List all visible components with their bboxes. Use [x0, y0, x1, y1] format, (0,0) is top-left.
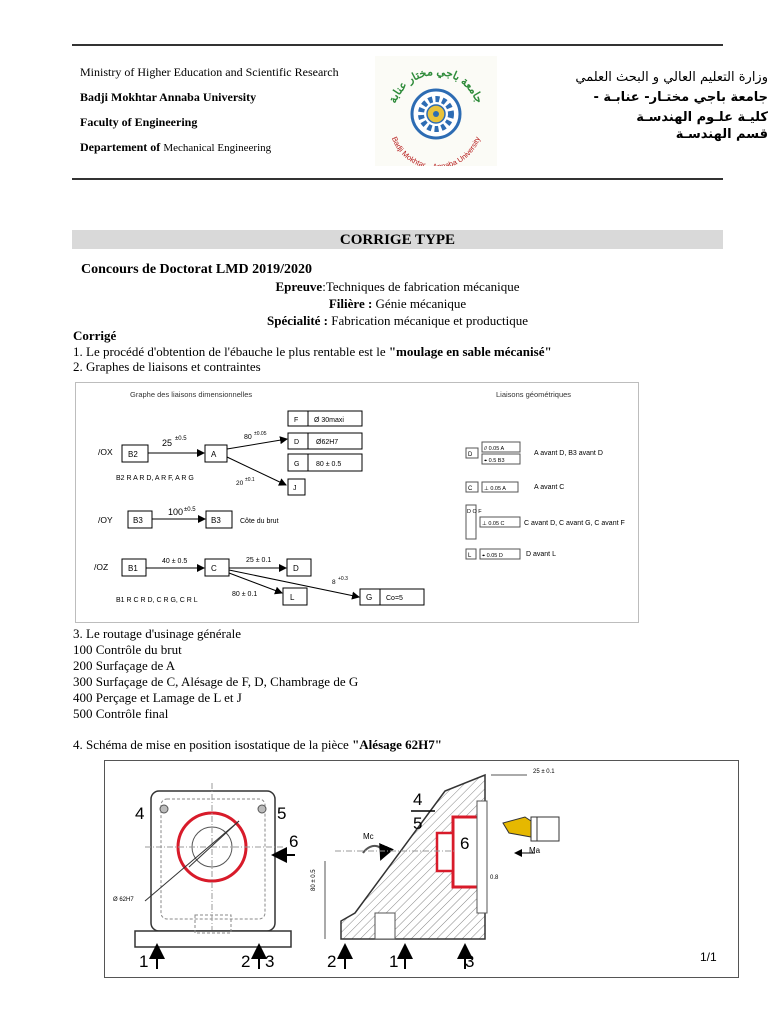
- arabic-department: قسم الهندسـة: [675, 127, 768, 142]
- department-prefix: Departement of: [80, 140, 161, 154]
- dim-side: 80 ± 0.5: [311, 869, 317, 891]
- ox-box-f-text: Ø 30maxi: [314, 417, 344, 424]
- ox-dim-a-j: 20: [236, 480, 244, 487]
- ox-edge-a-d: [227, 439, 287, 449]
- oy-note: Côte du brut: [240, 518, 279, 525]
- geo-2-text: A avant C: [534, 484, 565, 491]
- oz-dim-c-g-tol: +0.3: [338, 576, 348, 582]
- oz-node-b1-label: B1: [128, 564, 138, 573]
- specialite-value: Fabrication mécanique et productique: [328, 313, 528, 328]
- ox-node-a-label: A: [211, 450, 217, 459]
- label-left-4: 4: [135, 804, 145, 823]
- oz-node-c-label: C: [211, 564, 217, 573]
- faculty-text: Faculty of Engineering: [80, 115, 198, 129]
- geo-3-text: C avant D, C avant G, C avant F: [524, 520, 625, 527]
- fig1-title-left: Graphe des liaisons dimensionnelles: [130, 390, 253, 399]
- routage-item-100: 100 Contrôle du brut: [73, 642, 182, 657]
- bore-dimension: Ø 62H7: [113, 897, 134, 903]
- arabic-ministry: وزارة التعليم العالي و البحث العلمي: [575, 70, 768, 85]
- filiere-label: Filière :: [328, 296, 373, 311]
- oz-node-c: [205, 559, 229, 576]
- header-bottom-rule: [72, 178, 723, 180]
- epreuve-line: [72, 279, 723, 295]
- geo-1-frame-2: ⌖ 0.5 B3: [484, 458, 505, 464]
- ox-chain-text: B2 R A R D, A R F, A R G: [116, 475, 194, 482]
- right-view: [311, 769, 555, 939]
- filiere-value: Génie mécanique: [372, 296, 467, 311]
- department-line: [80, 135, 339, 161]
- geo-1-text: A avant D, B3 avant D: [534, 450, 603, 457]
- geo-4-frame: ⌖ 0.05 D: [482, 553, 503, 559]
- header-right: [518, 68, 768, 142]
- oz-dim-c-l: 80 ± 0.1: [232, 591, 258, 598]
- specialite-line: [72, 313, 723, 329]
- filiere-line: [72, 296, 723, 312]
- oz-node-d-label: D: [293, 564, 299, 573]
- q4-line: [73, 737, 442, 753]
- oz-dim-c-g: 8: [332, 579, 336, 586]
- ox-box-g-text: 80 ± 0.5: [316, 461, 342, 468]
- epreuve-value: :Techniques de fabrication mécanique: [322, 279, 520, 294]
- isostatic-figure: [104, 760, 739, 978]
- geo-3-datum: D O F: [467, 509, 482, 515]
- ox-node-g-label: G: [294, 461, 300, 468]
- logo-latin-text: Badji Mokhtar – naba University: [389, 135, 483, 166]
- ox-dim-a-d-tol: ±0.05: [254, 431, 267, 437]
- routage-item-200: 200 Surfaçage de A: [73, 658, 176, 673]
- ministry-text: Ministry of Higher Education and Scientific Research: [80, 65, 339, 79]
- label-bottom-2b: 2: [327, 952, 337, 971]
- geo-2-datum: C: [468, 486, 473, 492]
- oz-dim-b1-c: 40 ± 0.5: [162, 558, 188, 565]
- ox-node-j: [288, 479, 305, 495]
- q1-text: 1. Le procédé d'obtention de l'ébauche le plus rentable est le: [73, 344, 389, 359]
- oz-node-l: [283, 588, 307, 605]
- ox-node-b2-label: B2: [128, 450, 138, 459]
- oz-chain-text: B1 R C R D, C R G, C R L: [116, 597, 198, 604]
- routage-item-400: 400 Perçage et Lamage de L et J: [73, 690, 242, 705]
- liaisons-figure: [75, 382, 639, 623]
- geo-2-frame: ⊥ 0.05 A: [484, 486, 506, 492]
- dim-top: 25 ± 0.1: [533, 769, 555, 775]
- header-top-rule: [72, 44, 723, 46]
- ox-node-d-label: D: [294, 439, 300, 446]
- oy-dim-tol: ±0.5: [184, 507, 196, 513]
- oz-node-g-label: G: [366, 593, 373, 602]
- label-left-5: 5: [277, 804, 287, 823]
- q3-text: 3. Le routage d'usinage générale: [73, 626, 242, 641]
- epreuve-label: Epreuve: [275, 279, 323, 294]
- q1-line: [73, 344, 552, 360]
- oz-node-l-label: L: [290, 593, 295, 602]
- oy-node-b3-end-label: B3: [211, 516, 221, 525]
- oy-node-b3-start-label: B3: [133, 516, 143, 525]
- q1-answer: "moulage en sable mécanisé": [388, 344, 552, 359]
- routage-item-300: 300 Surfaçage de C, Alésage de F, D, Chambrage de G: [73, 674, 359, 689]
- label-bottom-1b: 1: [389, 952, 399, 971]
- label-left-6: 6: [289, 832, 299, 851]
- rotation-arrow: [363, 846, 382, 859]
- university-logo: [375, 56, 497, 166]
- ox-dim-a-d: 80: [244, 434, 252, 441]
- label-bottom-3b: 3: [465, 952, 475, 971]
- feed-ma: Ma: [529, 846, 541, 855]
- specialite-label: Spécialité :: [267, 313, 329, 328]
- header-left: [80, 60, 339, 161]
- geo-3-frame: ⊥ 0.05 C: [482, 521, 505, 527]
- q4-answer: "Alésage 62H7": [352, 737, 442, 752]
- university-text: Badji Mokhtar Annaba University: [80, 90, 257, 104]
- label-bottom-3a: 3: [265, 952, 275, 971]
- ox-axis-label: /OX: [98, 447, 113, 457]
- department-name: Mechanical Engineering: [163, 142, 272, 154]
- label-bottom-2a: 2: [241, 952, 251, 971]
- ox-dim-a-j-tol: ±0.1: [245, 477, 255, 483]
- q2-text: 2. Graphes de liaisons et contraintes: [73, 359, 261, 374]
- arabic-university: جامعة باجي مختـار- عنابـة -: [593, 90, 768, 105]
- geo-1-datum: D: [468, 452, 473, 458]
- page-title: CORRIGE TYPE: [72, 230, 723, 249]
- ox-dim-b2-a: 25: [162, 438, 173, 448]
- geo-4-text: D avant L: [526, 551, 556, 558]
- concours-text: Concours de Doctorat LMD 2019/2020: [81, 262, 312, 277]
- geo-row-4: [466, 549, 556, 559]
- dim-small: 0.8: [490, 875, 499, 881]
- ox-dim-b2-a-tol: ±0.5: [175, 436, 187, 442]
- oz-axis-label: /OZ: [94, 562, 109, 572]
- label-bottom-1a: 1: [139, 952, 149, 971]
- logo-arabic-text: جامعة باجي مختار عنابة: [387, 65, 485, 106]
- page-number: 1/1: [700, 950, 717, 964]
- label-right-6: 6: [460, 834, 470, 853]
- geo-row-3: [466, 505, 625, 539]
- geo-1-frame-1: // 0.05 A: [484, 446, 505, 452]
- oz-box-g-text: Co=5: [386, 595, 403, 602]
- routage-item-500: 500 Contrôle final: [73, 706, 169, 721]
- label-right-4: 4: [413, 790, 423, 809]
- q4-text: 4. Schéma de mise en position isostatique de la pièce: [73, 737, 353, 752]
- label-right-5: 5: [413, 814, 423, 833]
- ox-node-j-label: J: [293, 485, 297, 492]
- cutting-tool: [503, 817, 559, 841]
- oz-dim-c-d: 25 ± 0.1: [246, 557, 272, 564]
- moment-mc: Mc: [363, 832, 374, 841]
- oy-dim: 100: [168, 507, 184, 517]
- oz-node-d: [287, 559, 311, 576]
- arabic-faculty: كليـة علـوم الهندسـة: [636, 110, 768, 125]
- geo-row-1: [466, 442, 603, 464]
- oy-axis-label: /OY: [98, 515, 113, 525]
- ox-box-d-text: Ø62H7: [316, 439, 339, 446]
- ox-node-f-label: F: [294, 417, 299, 424]
- geo-4-datum: L: [468, 553, 472, 559]
- geo-row-2: [466, 482, 564, 492]
- corrige-heading: Corrigé: [73, 328, 117, 343]
- fig1-title-right: Liaisons géométriques: [496, 390, 572, 399]
